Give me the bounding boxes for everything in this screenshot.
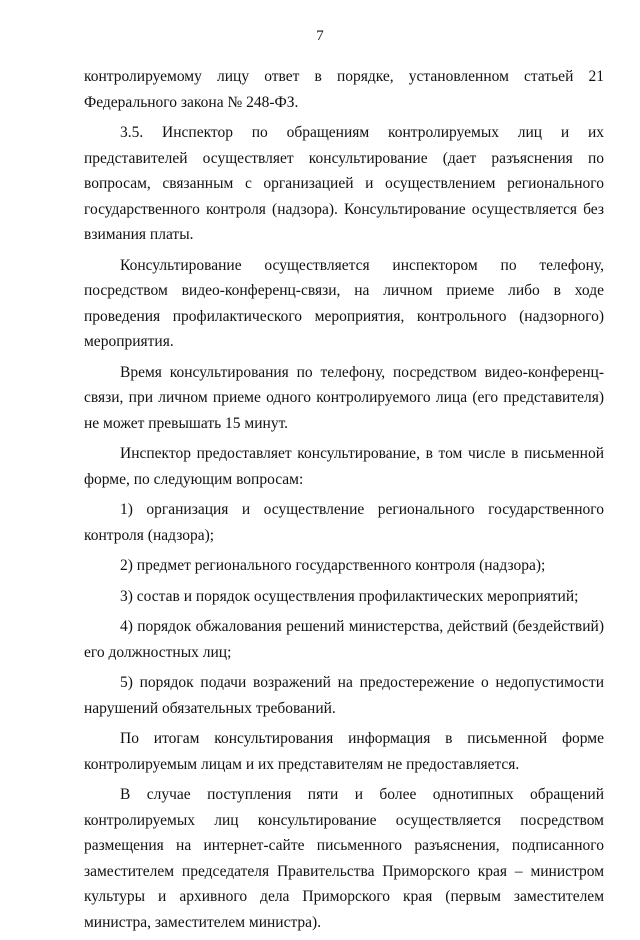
paragraph-written-form: По итогам консультирования информация в письменной форме контролируемым лицам и их представителям не предоставляется. [84,730,604,773]
paragraph-continuation: контролируемому лицу ответ в порядке, установленном статьей 21 Федерального закона № 248-ФЗ. [84,68,604,111]
list-item-3: 3) состав и порядок осуществления профилактических мероприятий; [120,587,579,605]
list-item-4: 4) порядок обжалования решений министерства, действий (бездействий) его должностных лиц; [84,618,604,661]
page-number: 7 [316,28,324,44]
paragraph-consultation-time: Время консультирования по телефону, посредством видео-конференц-связи, при личном приеме одного контролируемого лица (его представителя) не может превышать 15 минут. [84,363,604,432]
document-body [84,64,604,940]
paragraph-3-5: 3.5. Инспектор по обращениям контролируемых лиц и их представителей осуществляет консультирование (дает разъяснения по вопросам, связанным с организацией и осуществлением регионального государственного контроля (надзора). Консультирование осуществляется без взимания платы. [84,124,604,243]
paragraph-consultation-methods: Консультирование осуществляется инспектором по телефону, посредством видео-конференц-связи, на личном приеме либо в ходе проведения профилактического мероприятия, контрольного (надзорного) мероприятия. [84,256,604,350]
list-item-2: 2) предмет регионального государственного контроля (надзора); [120,557,546,574]
list-item-5: 5) порядок подачи возражений на предостережение о недопустимости нарушений обязательных требований. [84,674,604,717]
list-item-1: 1) организация и осуществление регионального государственного контроля (надзора); [84,501,604,544]
paragraph-consultation-topics-intro: Инспектор предоставляет консультирование, в том числе в письменной форме, по следующим вопросам: [84,445,604,488]
paragraph-similar-requests: В случае поступления пяти и более однотипных обращений контролируемых лиц консультирование осуществляется посредством размещения на интернет-сайте письменного разъяснения, подписанного заместителем председателя Правительства Приморского края – министром культуры и архивного дела Приморского края (первым заместителем министра, заместителем министра). [84,786,604,931]
